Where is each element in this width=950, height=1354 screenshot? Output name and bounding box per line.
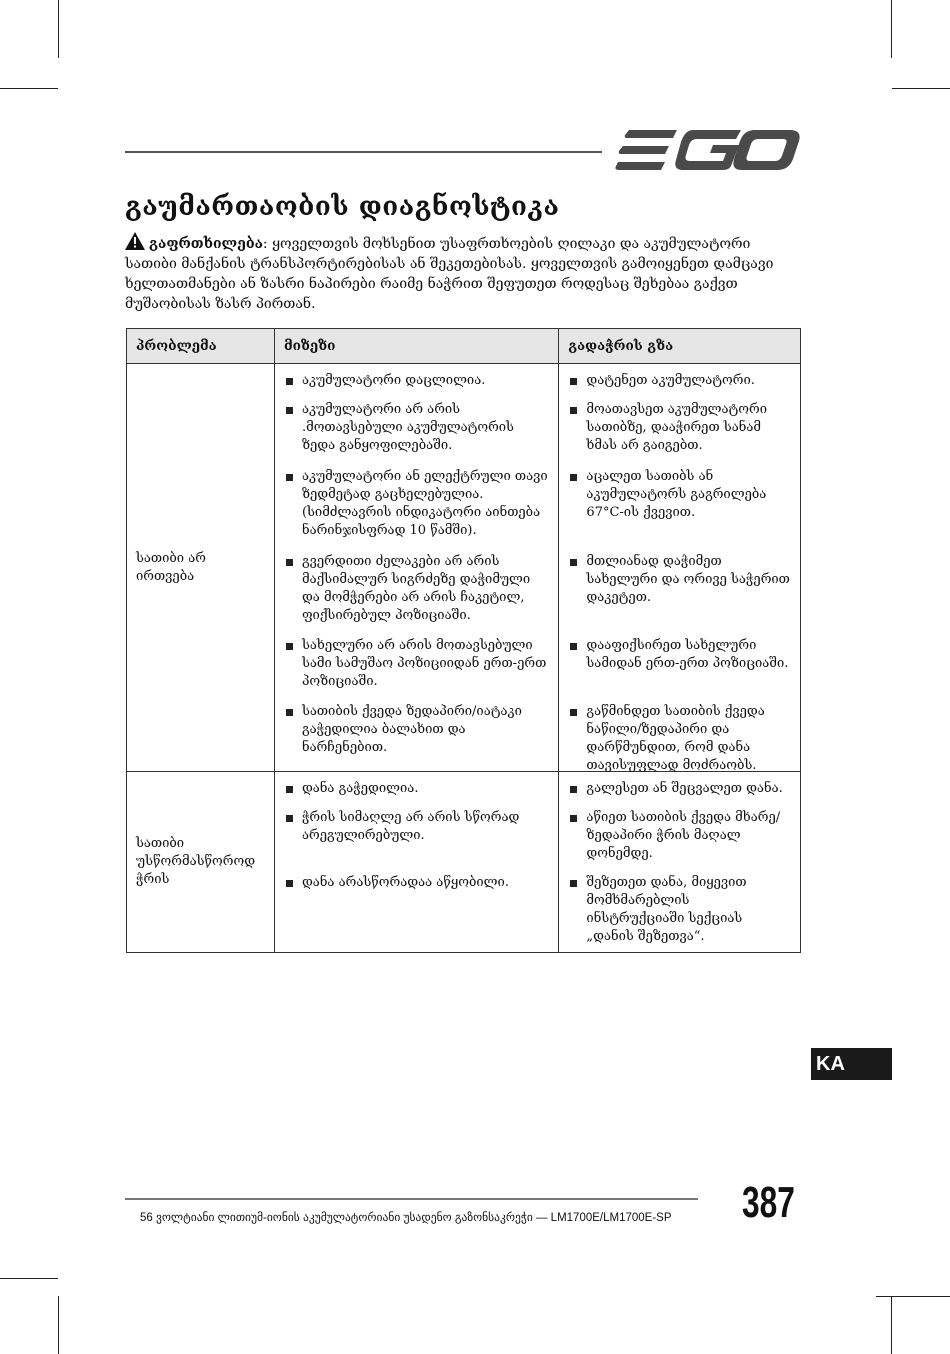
ego-logo-mark bbox=[615, 130, 799, 170]
solution-item: აწიეთ სათიბის ქვედა მხარე/ზედაპირი ჭრის მაღალ დონემდე. bbox=[568, 809, 791, 874]
solution-item: გალესეთ ან შეცვალეთ დანა. bbox=[568, 780, 791, 809]
troubleshooting-table bbox=[126, 328, 801, 953]
footer-text: 56 ვოლტიანი ლითიუმ-იონის აკუმულატორიანი უსადენო გაზონსაკრეჭი — LM1700E/LM1700E-SP bbox=[140, 1212, 672, 1224]
warning-label: გაფრთხილება bbox=[149, 236, 263, 252]
crop-mark bbox=[0, 88, 58, 89]
table-header-row bbox=[127, 329, 801, 364]
header-rule bbox=[125, 151, 602, 153]
bullet-icon bbox=[570, 709, 577, 716]
solution-item: დააფიქსირეთ სახელური სამიდან ერთ-ერთ პოზიციაში. bbox=[568, 637, 791, 703]
crop-mark bbox=[58, 1296, 59, 1354]
bullet-icon bbox=[570, 643, 577, 650]
cause-cell bbox=[274, 772, 558, 953]
column-header-cause: მიზეზი bbox=[274, 329, 558, 364]
warning-notice bbox=[125, 232, 790, 314]
page-number: 387 bbox=[742, 1178, 795, 1227]
solution-item: მთლიანად დაჭიმეთ სახელური და ორივე საჭერით დაკეტეთ. bbox=[568, 553, 791, 637]
bullet-icon bbox=[570, 474, 577, 481]
cause-item: ჭრის სიმაღლე არ არის სწორად არეგულირებული. bbox=[284, 809, 549, 874]
cause-cell bbox=[274, 364, 558, 772]
crop-mark bbox=[0, 1278, 58, 1279]
column-header-solution: გადაჭრის გზა bbox=[559, 329, 801, 364]
crop-mark bbox=[891, 0, 892, 58]
crop-mark bbox=[891, 1296, 892, 1354]
bullet-icon bbox=[286, 643, 293, 650]
crop-mark bbox=[876, 1296, 950, 1297]
warning-text: : ყოველთვის მოხსენით უსაფრთხოების ღილაკი და აკუმულატორი სათიბი მანქანის ტრანსპორტირებისას ან შეკეთებისას. ყოველთვის გამოიყენეთ დამცავი ხელთათმანები ან ზასრი ნაპირები რაიმე ნაჭრით შეფუთეთ როდესაც შეხებაა გაქვთ მუშაობისას ზასრ პირთან. bbox=[125, 236, 774, 312]
bullet-icon bbox=[570, 378, 577, 385]
solution-cell bbox=[559, 364, 801, 772]
cause-item: გვერდითი ძელაკები არ არის მაქსიმალურ სიგრძეზე დაჭიმული და მომჭერები არ არის ჩაკეტილ, ფიქსირებულ პოზიციაში. bbox=[284, 553, 549, 637]
table-row bbox=[127, 364, 801, 772]
problem-cell: სათიბი არ ირთვება bbox=[127, 364, 275, 772]
bullet-icon bbox=[570, 815, 577, 822]
bullet-icon bbox=[286, 559, 293, 566]
solution-item: დატენეთ აკუმულატორი. bbox=[568, 372, 791, 401]
bullet-icon bbox=[570, 407, 577, 414]
bullet-icon bbox=[286, 786, 293, 793]
bullet-icon bbox=[286, 407, 293, 414]
bullet-icon bbox=[286, 815, 293, 822]
bullet-icon bbox=[286, 880, 293, 887]
cause-item: აკუმულატორი დაცლილია. bbox=[284, 372, 549, 401]
solution-item: შეზეთეთ დანა, მიყევით მომხმარებლის ინსტრუქციაში სექციას „დანის შეზეთვა“. bbox=[568, 874, 791, 946]
cause-item: სათიბის ქვედა ზედაპირი/იატაკი გაჭედილია ბალახით და ნარჩენებით. bbox=[284, 703, 549, 765]
solution-item: აცალეთ სათიბს ან აკუმულატორს გაგრილება 67°C-ის ქვევით. bbox=[568, 468, 791, 553]
solution-item: მოათავსეთ აკუმულატორი სათიბზე, დააჭირეთ სანამ ხმას არ გაიგებთ. bbox=[568, 401, 791, 468]
bullet-icon bbox=[570, 786, 577, 793]
cause-item: აკუმულატორი ან ელექტრული თავი ზედმეტად გაცხელებულია. (სიმძლავრის ინდიკატორი აინთება ნარინჯისფრად 10 წამში). bbox=[284, 468, 549, 553]
column-header-problem: პრობლემა bbox=[127, 329, 275, 364]
language-badge: KA bbox=[811, 1048, 892, 1080]
cause-item: სახელური არ არის მოთავსებული სამი სამუშაო პოზიციიდან ერთ-ერთ პოზიციაში. bbox=[284, 637, 549, 703]
solution-cell bbox=[559, 772, 801, 953]
bullet-icon bbox=[570, 880, 577, 887]
cause-item: დანა არასწორადაა აწყობილი. bbox=[284, 874, 549, 946]
bullet-icon bbox=[286, 378, 293, 385]
crop-mark bbox=[892, 88, 950, 89]
bullet-icon bbox=[286, 709, 293, 716]
cause-item: აკუმულატორი არ არის .მოთავსებული აკუმულატორის ზედა განყოფილებაში. bbox=[284, 401, 549, 468]
warning-triangle-icon bbox=[125, 232, 145, 250]
page-title: გაუმართაობის დიაგნოსტიკა bbox=[125, 192, 560, 222]
ego-logo bbox=[615, 128, 800, 172]
cause-item: დანა გაჭედილია. bbox=[284, 780, 549, 809]
crop-mark bbox=[58, 0, 59, 58]
bullet-icon bbox=[570, 559, 577, 566]
bullet-icon bbox=[286, 474, 293, 481]
solution-item: გაწმინდეთ სათიბის ქვედა ნაწილი/ზედაპირი და დარწმუნდით, რომ დანა თავისუფლად მოძრაობს. bbox=[568, 703, 791, 765]
table-row bbox=[127, 772, 801, 953]
problem-cell: სათიბი უსწორმასწოროდ ჭრის bbox=[127, 772, 275, 953]
footer-rule bbox=[125, 1198, 698, 1200]
